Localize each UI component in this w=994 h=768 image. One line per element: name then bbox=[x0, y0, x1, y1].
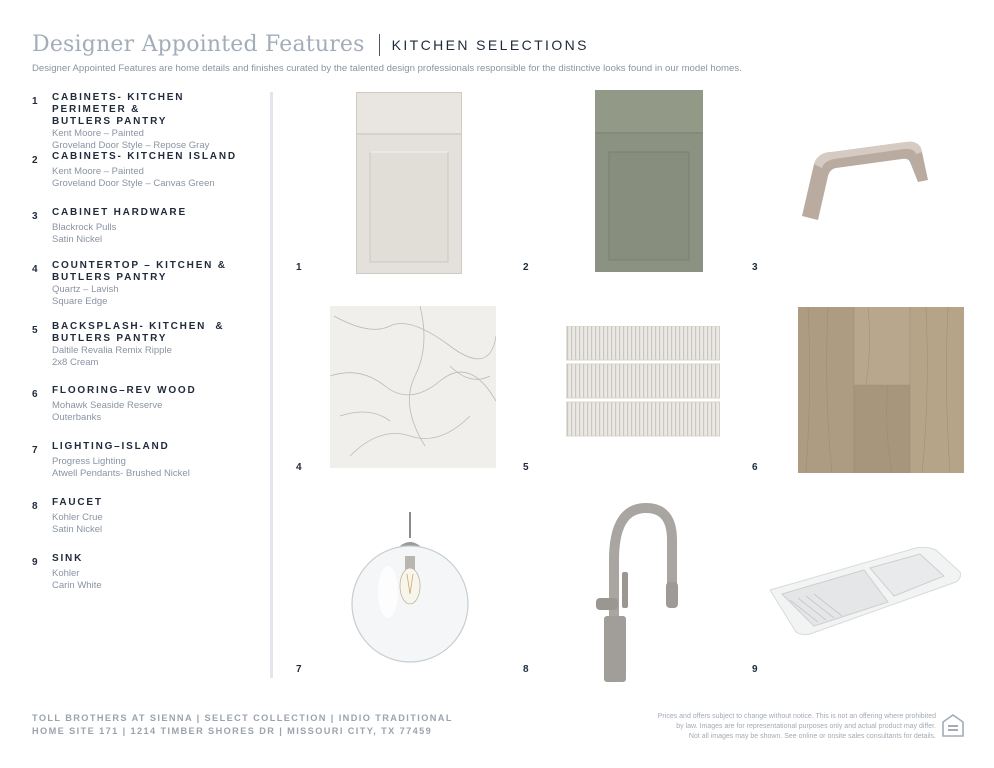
item-detail: Kent Moore – Painted bbox=[52, 166, 144, 177]
sink-image bbox=[766, 542, 964, 643]
item-detail: Outerbanks bbox=[52, 412, 102, 423]
section-title: KITCHEN SELECTIONS bbox=[391, 36, 589, 53]
item-number: 7 bbox=[32, 445, 38, 456]
cabinet-door-green-image bbox=[595, 90, 703, 277]
list-item bbox=[32, 151, 260, 207]
disclaimer-line-2: by law. Images are for representational purposes only and actual product may differ. bbox=[676, 723, 936, 730]
item-title-line2: BUTLERS PANTRY bbox=[52, 333, 168, 344]
tile-number: 3 bbox=[752, 262, 758, 273]
item-number: 2 bbox=[32, 155, 38, 166]
item-detail: Groveland Door Style – Repose Gray bbox=[52, 140, 210, 151]
item-detail: Groveland Door Style – Canvas Green bbox=[52, 178, 215, 189]
footer-community-info bbox=[32, 712, 453, 738]
item-detail: Satin Nickel bbox=[52, 234, 103, 245]
item-detail: Progress Lighting bbox=[52, 456, 126, 467]
item-title: COUNTERTOP – KITCHEN & bbox=[52, 260, 227, 271]
item-number: 3 bbox=[32, 211, 38, 222]
list-item bbox=[32, 92, 260, 151]
tile-number: 7 bbox=[296, 664, 302, 675]
tile-number: 8 bbox=[523, 664, 529, 675]
list-item bbox=[32, 321, 260, 385]
item-title: CABINETS- KITCHEN PERIMETER & bbox=[52, 92, 185, 115]
title-row bbox=[32, 32, 972, 57]
tile-number: 4 bbox=[296, 462, 302, 473]
backsplash-tile-image bbox=[566, 326, 720, 443]
cabinet-door-gray-image bbox=[356, 92, 462, 279]
footer-line-2: HOME SITE 171 | 1214 TIMBER SHORES DR | MISSOURI CITY, TX 77459 bbox=[32, 726, 433, 736]
item-detail: Blackrock Pulls bbox=[52, 222, 117, 233]
disclaimer-line-1: Prices and offers subject to change without notice. This is not an offering where prohibited bbox=[657, 713, 936, 720]
page-title: Designer Appointed Features bbox=[32, 32, 365, 57]
item-number: 9 bbox=[32, 557, 38, 568]
item-detail: Square Edge bbox=[52, 296, 108, 307]
disclaimer-line-3: Not all images may be shown. See online or onsite sales consultants for details. bbox=[688, 733, 936, 740]
cabinet-pull-image bbox=[794, 134, 934, 229]
title-separator bbox=[379, 34, 380, 56]
item-number: 6 bbox=[32, 389, 38, 400]
item-detail: Mohawk Seaside Reserve bbox=[52, 400, 163, 411]
item-title: LIGHTING–ISLAND bbox=[52, 441, 170, 452]
list-item bbox=[32, 497, 260, 553]
list-item bbox=[32, 260, 260, 321]
item-title: FLOORING–REV WOOD bbox=[52, 385, 197, 396]
item-title: FAUCET bbox=[52, 497, 103, 508]
list-item bbox=[32, 385, 260, 441]
item-title: CABINETS- KITCHEN ISLAND bbox=[52, 151, 237, 162]
list-item bbox=[32, 553, 260, 609]
item-title: SINK bbox=[52, 553, 84, 564]
item-number: 1 bbox=[32, 96, 38, 107]
item-title-line2: BUTLERS PANTRY bbox=[52, 116, 168, 127]
faucet-image bbox=[586, 500, 686, 687]
tile-number: 5 bbox=[523, 462, 529, 473]
list-item bbox=[32, 441, 260, 497]
footer-disclaimer bbox=[616, 712, 936, 742]
item-detail: Kohler Crue bbox=[52, 512, 103, 523]
vertical-divider bbox=[270, 92, 273, 678]
footer-line-1: TOLL BROTHERS AT SIENNA | SELECT COLLECTION | INDIO TRADITIONAL bbox=[32, 713, 453, 723]
item-title: CABINET HARDWARE bbox=[52, 207, 187, 218]
product-image-grid bbox=[290, 88, 980, 688]
intro-text: Designer Appointed Features are home details and finishes curated by the talented design professionals responsible for the distinctive looks found in our model homes. bbox=[32, 63, 742, 74]
item-number: 4 bbox=[32, 264, 38, 275]
tile-number: 1 bbox=[296, 262, 302, 273]
quartz-countertop-image bbox=[330, 306, 496, 473]
item-detail: Satin Nickel bbox=[52, 524, 103, 535]
item-detail: Kohler bbox=[52, 568, 80, 579]
selection-list bbox=[32, 92, 260, 609]
item-detail: Atwell Pendants- Brushed Nickel bbox=[52, 468, 190, 479]
item-number: 5 bbox=[32, 325, 38, 336]
item-detail: Kent Moore – Painted bbox=[52, 128, 144, 139]
item-detail: 2x8 Cream bbox=[52, 357, 99, 368]
tile-number: 6 bbox=[752, 462, 758, 473]
item-title: BACKSPLASH- KITCHEN & bbox=[52, 321, 225, 332]
tile-number: 9 bbox=[752, 664, 758, 675]
equal-housing-icon bbox=[942, 714, 964, 743]
wood-flooring-image bbox=[798, 307, 964, 478]
item-number: 8 bbox=[32, 501, 38, 512]
item-detail: Daltile Revalia Remix Ripple bbox=[52, 345, 172, 356]
pendant-light-image bbox=[348, 512, 472, 669]
page-header bbox=[32, 32, 972, 74]
item-detail: Carin White bbox=[52, 580, 102, 591]
item-title-line2: BUTLERS PANTRY bbox=[52, 272, 168, 283]
item-detail: Quartz – Lavish bbox=[52, 284, 119, 295]
tile-number: 2 bbox=[523, 262, 529, 273]
list-item bbox=[32, 207, 260, 260]
